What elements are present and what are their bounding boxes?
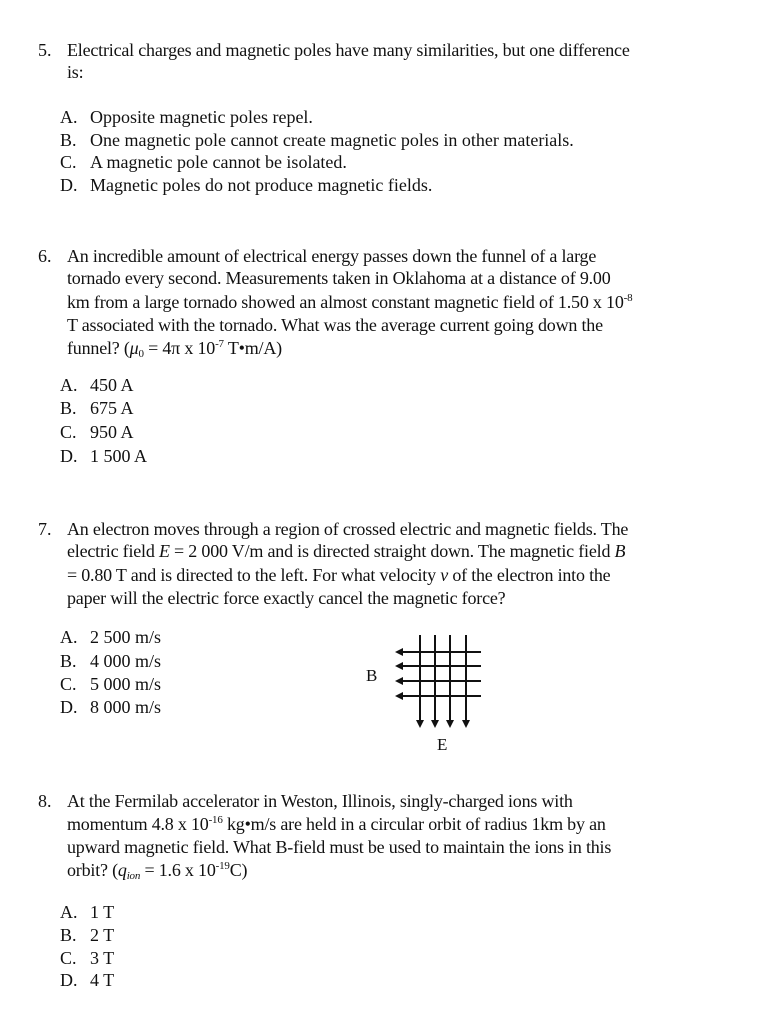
- question-number: 6.: [38, 246, 52, 266]
- option-b: B. 2 T: [60, 925, 115, 945]
- question-text: momentum 4.8 x $10^{-16}$ kg•m/s are held in a circular orbit of radius 1km by an: [67, 814, 606, 834]
- option-a: A. 2 500 m/s: [60, 627, 162, 647]
- question-text: = 0.80 T and is directed to the left. For what velocity v of the electron into the: [67, 565, 611, 585]
- question-text: tornado every second. Measurements taken in Oklahoma at a distance of 9.00: [67, 268, 611, 288]
- option-a: A. Opposite magnetic poles repel.: [60, 107, 313, 127]
- question-text: is:: [67, 62, 84, 82]
- option-d: D. 8 000 m/s: [60, 697, 162, 717]
- crossed-fields-diagram: [385, 630, 485, 730]
- question-text: upward magnetic field. What B-field must be used to maintain the ions in this: [67, 837, 612, 857]
- option-b: B. One magnetic pole cannot create magnetic poles in other materials.: [60, 130, 574, 150]
- question-number: 5.: [38, 40, 52, 60]
- b-field-label: B: [366, 666, 378, 685]
- e-field-label: E: [437, 735, 448, 754]
- question-text: paper will the electric force exactly cancel the magnetic force?: [67, 588, 506, 608]
- option-c: C. A magnetic pole cannot be isolated.: [60, 152, 347, 172]
- question-text: funnel? ($\mu_0 = 4\pi$ x $10^{-7}$ T•m/A): [67, 338, 282, 360]
- question-text: An electron moves through a region of crossed electric and magnetic fields. The: [67, 519, 629, 539]
- question-text: Electrical charges and magnetic poles have many similarities, but one difference: [67, 40, 630, 60]
- option-a: A. 1 T: [60, 902, 115, 922]
- option-d: D. Magnetic poles do not produce magnetic fields.: [60, 175, 433, 195]
- question-text: electric field E = 2 000 V/m and is directed straight down. The magnetic field B: [67, 541, 626, 561]
- option-d: D. 4 T: [60, 970, 115, 990]
- question-text: T associated with the tornado. What was the average current going down the: [67, 315, 603, 335]
- question-text: At the Fermilab accelerator in Weston, Illinois, singly-charged ions with: [67, 791, 573, 811]
- b-field-arrows: [397, 652, 481, 696]
- question-text: km from a large tornado showed an almost constant magnetic field of 1.50 x $10^{-8}$: [67, 292, 633, 312]
- option-c: C. 950 A: [60, 422, 134, 442]
- option-a: A. 450 A: [60, 375, 134, 395]
- question-text: An incredible amount of electrical energy passes down the funnel of a large: [67, 246, 597, 266]
- question-number: 8.: [38, 791, 52, 811]
- option-b: B. 4 000 m/s: [60, 651, 162, 671]
- option-c: C. 3 T: [60, 948, 115, 968]
- option-c: C. 5 000 m/s: [60, 674, 162, 694]
- option-d: D. 1 500 A: [60, 446, 148, 466]
- question-text: orbit? ($q_{ion} = 1.6$ x $10^{-19}C$): [67, 860, 248, 882]
- question-number: 7.: [38, 519, 52, 539]
- option-b: B. 675 A: [60, 398, 134, 418]
